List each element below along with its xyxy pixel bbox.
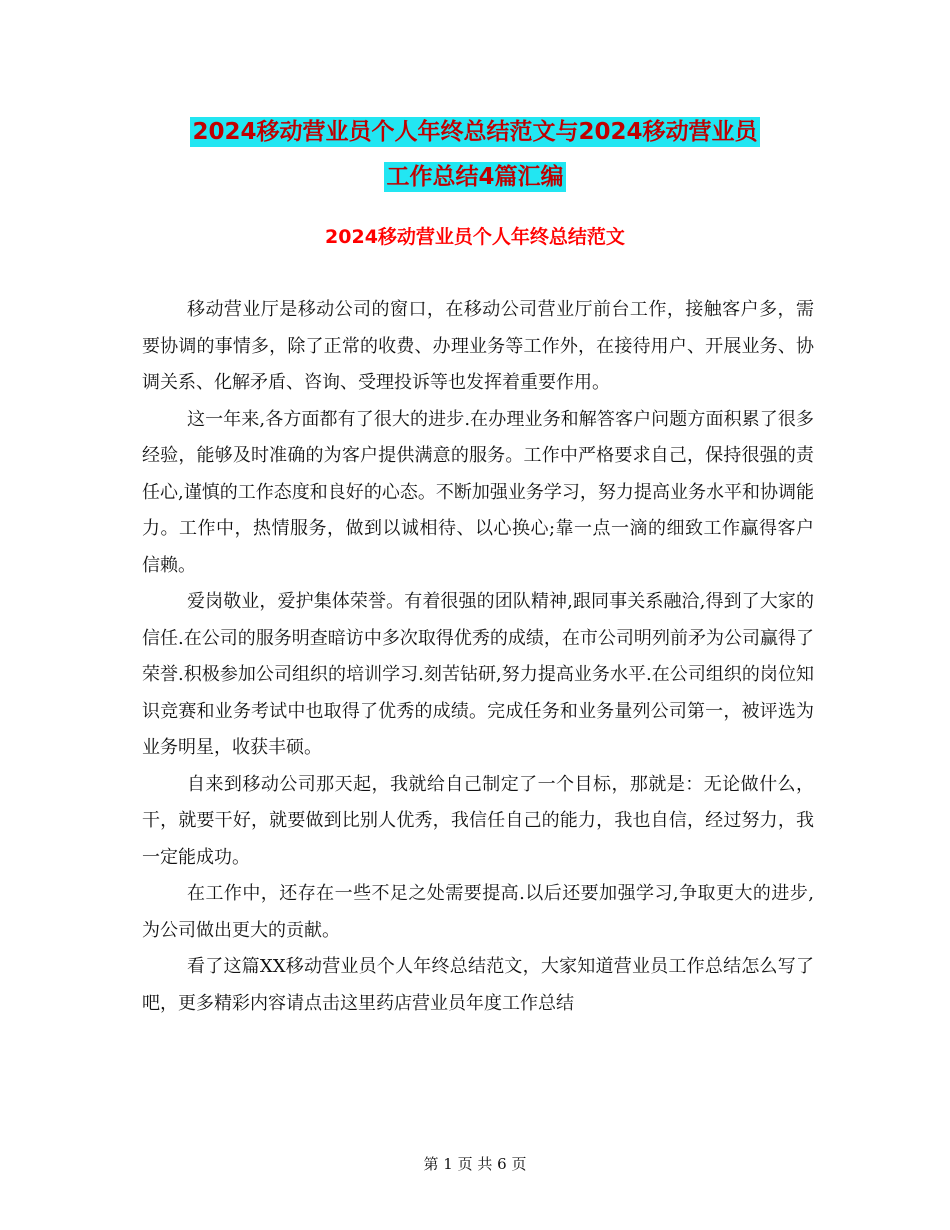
paragraph: 自来到移动公司那天起，我就给自己制定了一个目标，那就是：无论做什么，干，就要干好，就要做到比别人优秀，我信任自己的能力，我也自信，经过努力，我一定能成功。 xyxy=(142,773,814,868)
paragraph: 移动营业厅是移动公司的窗口，在移动公司营业厅前台工作，接触客户多，需要协调的事情多，除了正常的收费、办理业务等工作外，在接待用户、开展业务、协调关系、化解矛盾、咨询、受理投诉等也发挥着重要作用。 xyxy=(142,299,814,393)
paragraph: 这一年来,各方面都有了很大的进步.在办理业务和解答客户问题方面积累了很多经验，能够及时准确的为客户提供满意的服务。工作中严格要求自己，保持很强的责任心,谨慎的工作态度和良好的心态。不断加强业务学习，努力提高业务水平和协调能力。工作中，热情服务，做到以诚相待、以心换心;靠一点一滴的细致工作赢得客户信赖。 xyxy=(142,408,814,576)
document-title xyxy=(0,110,950,200)
section-heading: 2024移动营业员个人年终总结范文 xyxy=(325,226,625,248)
article-body xyxy=(142,292,814,1022)
paragraph: 在工作中，还存在一些不足之处需要提高.以后还要加强学习,争取更大的进步,为公司做出更大的贡献。 xyxy=(142,883,814,941)
paragraph: 爱岗敬业，爱护集体荣誉。有着很强的团队精神,跟同事关系融洽,得到了大家的信任.在公司的服务明查暗访中多次取得优秀的成绩，在市公司明列前矛为公司赢得了荣誉.积极参加公司组织的培训学习.刻苦钻研,努力提高业务水平.在公司组织的岗位知识竞赛和业务考试中也取得了优秀的成绩。完成任务和业务量列公司第一，被评选为业务明星，收获丰硕。 xyxy=(142,591,814,758)
paragraph: 看了这篇XX移动营业员个人年终总结范文，大家知道营业员工作总结怎么写了吧，更多精彩内容请点击这里药店营业员年度工作总结 xyxy=(142,956,814,1014)
title-line-1: 2024移动营业员个人年终总结范文与2024移动营业员 xyxy=(192,119,758,145)
page-number-footer: 第 1 页 共 6 页 xyxy=(423,1155,527,1173)
title-line-2: 工作总结4篇汇编 xyxy=(386,164,564,190)
